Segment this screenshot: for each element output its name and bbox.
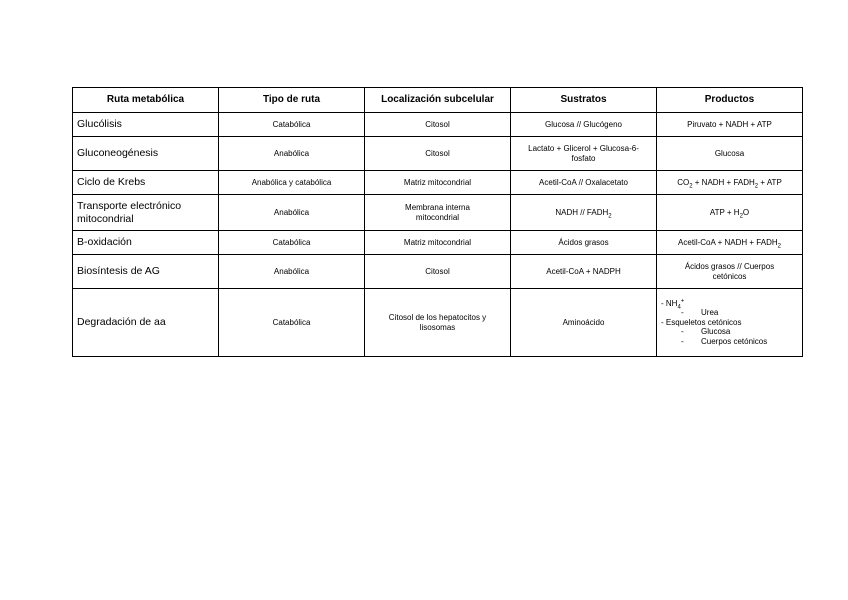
- product-text: Glucosa: [701, 327, 731, 337]
- header-localizacion-subcelular: Localización subcelular: [365, 88, 511, 113]
- table-row: [73, 255, 803, 289]
- cell-sustratos: Lactato + Glicerol + Glucosa-6-fosfato: [511, 137, 657, 171]
- table-row: [73, 137, 803, 171]
- table-row: [73, 289, 803, 357]
- substrate-text: NADH // FADH: [555, 207, 609, 217]
- cell-localizacion: Citosol: [365, 113, 511, 137]
- cell-ruta: Transporte electrónico mitocondrial: [73, 195, 219, 231]
- cell-localizacion: Citosol de los hepatocitos y lisosomas: [365, 289, 511, 357]
- product-list-item: - Esqueletos cetónicos: [661, 317, 742, 327]
- cell-sustratos: [511, 195, 657, 231]
- cell-productos: [657, 171, 803, 195]
- header-ruta-metabolica: Ruta metabólica: [73, 88, 219, 113]
- cell-ruta: Glucólisis: [73, 113, 219, 137]
- header-sustratos: Sustratos: [511, 88, 657, 113]
- bullet-dash: -: [681, 336, 684, 346]
- subscript: 4: [677, 304, 681, 311]
- product-list-subitem: [661, 308, 798, 318]
- subscript: 2: [754, 183, 759, 190]
- product-text: + NADH + FADH: [692, 177, 755, 187]
- product-text: CO: [677, 177, 690, 187]
- cell-sustratos: Acetil-CoA // Oxalacetato: [511, 171, 657, 195]
- bullet-dash: -: [681, 308, 684, 318]
- cell-localizacion: Citosol: [365, 255, 511, 289]
- product-text: - NH: [661, 298, 678, 308]
- product-list-subitem: [661, 327, 798, 337]
- header-tipo-de-ruta: Tipo de ruta: [219, 88, 365, 113]
- cell-tipo: Anabólica: [219, 137, 365, 171]
- header-productos: Productos: [657, 88, 803, 113]
- product-text: + ATP: [758, 177, 782, 187]
- bullet-dash: -: [681, 327, 684, 337]
- product-text: ATP + H: [709, 207, 740, 217]
- cell-tipo: Catabólica: [219, 113, 365, 137]
- cell-ruta: Degradación de aa: [73, 289, 219, 357]
- product-text: Urea: [701, 308, 719, 318]
- cell-sustratos: Acetil-CoA + NADPH: [511, 255, 657, 289]
- cell-productos: Glucosa: [657, 137, 803, 171]
- cell-tipo: Anabólica: [219, 255, 365, 289]
- table-row: [73, 195, 803, 231]
- cell-sustratos: Aminoácido: [511, 289, 657, 357]
- cell-tipo: Catabólica: [219, 289, 365, 357]
- cell-productos: Ácidos grasos // Cuerpos cetónicos: [657, 255, 803, 289]
- cell-sustratos: Ácidos grasos: [511, 231, 657, 255]
- cell-ruta: Gluconeogénesis: [73, 137, 219, 171]
- product-text: Acetil-CoA + NADH + FADH: [678, 237, 778, 247]
- cell-localizacion: Matriz mitocondrial: [365, 171, 511, 195]
- subscript: 2: [777, 243, 781, 250]
- cell-tipo: Anabólica: [219, 195, 365, 231]
- subscript: 2: [608, 213, 612, 220]
- superscript: +: [680, 297, 685, 304]
- cell-productos: [657, 195, 803, 231]
- table-row: [73, 113, 803, 137]
- product-text: O: [742, 207, 750, 217]
- subscript: 2: [689, 183, 693, 190]
- cell-tipo: Anabólica y catabólica: [219, 171, 365, 195]
- cell-tipo: Catabólica: [219, 231, 365, 255]
- product-list-subitem: [661, 337, 798, 347]
- cell-localizacion: Matriz mitocondrial: [365, 231, 511, 255]
- cell-productos: Piruvato + NADH + ATP: [657, 113, 803, 137]
- product-list-item: [661, 299, 798, 309]
- cell-productos: [657, 231, 803, 255]
- subscript: 2: [739, 213, 743, 220]
- cell-sustratos: Glucosa // Glucógeno: [511, 113, 657, 137]
- metabolic-pathways-table: [72, 87, 803, 357]
- cell-ruta: Biosíntesis de AG: [73, 255, 219, 289]
- cell-ruta: Ciclo de Krebs: [73, 171, 219, 195]
- table-header-row: [73, 88, 803, 113]
- table-row: [73, 171, 803, 195]
- cell-localizacion: Membrana interna mitocondrial: [365, 195, 511, 231]
- cell-ruta: B-oxidación: [73, 231, 219, 255]
- product-text: Cuerpos cetónicos: [701, 336, 768, 346]
- cell-productos-list: [657, 289, 803, 357]
- cell-localizacion: Citosol: [365, 137, 511, 171]
- table-row: [73, 231, 803, 255]
